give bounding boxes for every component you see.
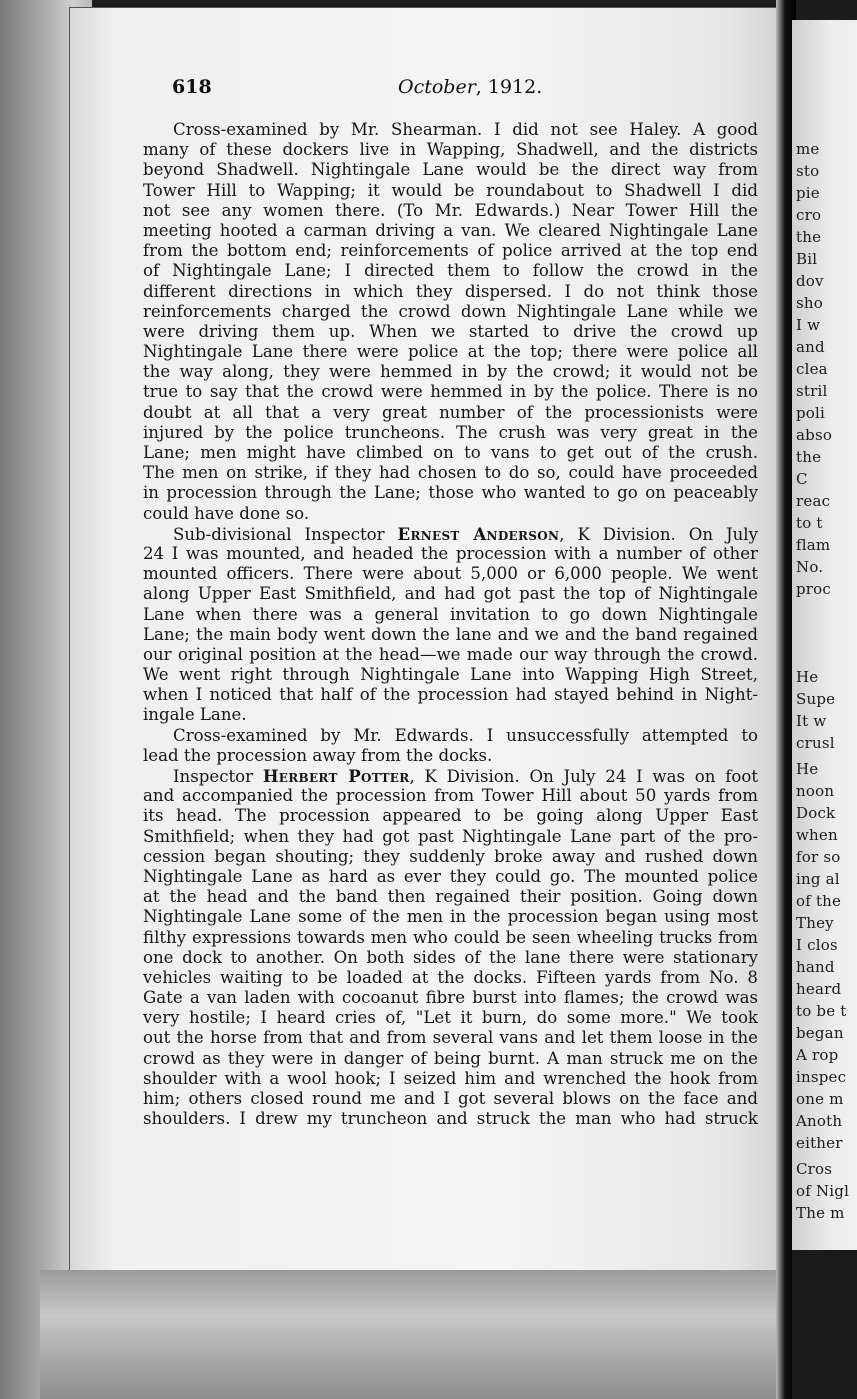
text-line <box>143 1109 758 1129</box>
facing-page-line: sho <box>796 294 823 312</box>
facing-page-line: either <box>796 1134 843 1152</box>
text-line <box>143 181 758 201</box>
text-segment: Lane; men might have climbed on to vans to get out of the crush. <box>143 443 758 462</box>
text-segment: Lane when there was a general invitation to go down Nightingale <box>143 604 758 624</box>
facing-page-line: began <box>796 1024 844 1042</box>
text-segment: true to say that the crowd were hemmed in by the police. There is no <box>143 382 758 402</box>
text-segment: could have done so. <box>143 503 310 523</box>
text-line <box>143 261 758 281</box>
facing-page-line: when <box>796 826 838 844</box>
body-text <box>143 120 758 1129</box>
text-line <box>143 786 758 806</box>
text-segment: vehicles waiting to be loaded at the docks. Fifteen yards from No. 8 <box>143 967 758 987</box>
text-line <box>143 665 758 685</box>
text-line <box>143 1089 758 1109</box>
text-segment: Cross-examined by Mr. Shearman. I did not see Haley. A good <box>173 120 758 139</box>
facing-page-line: and <box>796 338 825 356</box>
facing-page-line: ing al <box>796 870 840 888</box>
text-segment: from the bottom end; reinforcements of police arrived at the top end <box>143 241 758 261</box>
facing-page-line: noon <box>796 782 835 800</box>
text-segment: reinforcements charged the crowd down Nightingale Lane while we <box>143 301 758 321</box>
text-line <box>143 605 758 625</box>
running-head-year: , 1912. <box>475 76 543 98</box>
text-segment: Lane; the main body went down the lane and we and the band regained <box>143 624 758 644</box>
text-segment: its head. The procession appeared to be going along Upper East <box>143 806 758 826</box>
facing-page-line: C <box>796 470 808 488</box>
facing-page-line: clea <box>796 360 828 378</box>
facing-page-line: stril <box>796 382 828 400</box>
text-segment: and accompanied the procession from Tower Hill about 50 yards from <box>143 786 758 806</box>
text-segment: cession began shouting; they suddenly broke away and rushed down <box>143 846 758 866</box>
text-line <box>143 806 758 826</box>
text-line <box>143 504 758 524</box>
text-line <box>143 1028 758 1048</box>
text-line <box>143 766 758 786</box>
text-segment: of Nightingale Lane; I directed them to follow the crowd in the <box>143 261 758 281</box>
text-segment: him; others closed round me and I got several blows on the face and <box>143 1089 758 1108</box>
text-line <box>143 483 758 503</box>
witness-name: Ernest Anderson <box>397 523 560 544</box>
facing-page-line: It w <box>796 712 827 730</box>
facing-page-line: reac <box>796 492 831 510</box>
text-segment: at the head and the band then regained their position. Going down <box>143 887 758 907</box>
facing-page-line: abso <box>796 426 833 444</box>
running-head <box>398 76 542 98</box>
text-segment: , K Division. On July <box>559 524 758 544</box>
text-line <box>143 120 758 140</box>
text-line <box>143 403 758 423</box>
facing-page-line: He <box>796 760 819 778</box>
text-line <box>143 140 758 160</box>
text-segment: when I noticed that half of the procession had stayed behind in Night- <box>143 685 758 705</box>
facing-page-line: to t <box>796 514 823 532</box>
text-line <box>143 221 758 241</box>
facing-page-line: to be t <box>796 1002 847 1020</box>
text-segment: crowd as they were in danger of being burnt. A man struck me on the <box>143 1048 758 1068</box>
text-segment: not see any women there. (To Mr. Edwards.) Near Tower Hill the <box>143 200 758 220</box>
facing-page-line: Anoth <box>796 1112 843 1130</box>
facing-page-line: flam <box>796 536 831 554</box>
text-segment: out the horse from that and from several vans and let them loose in the <box>143 1028 758 1048</box>
facing-page-line: He <box>796 668 819 686</box>
text-line <box>143 282 758 302</box>
text-line <box>143 241 758 261</box>
text-line <box>143 988 758 1008</box>
text-segment: Gate a van laden with cocoanut fibre burst into flames; the crowd was <box>143 988 758 1008</box>
text-line <box>143 524 758 544</box>
facing-page-line: I w <box>796 316 821 334</box>
text-segment: ingale Lane. <box>143 705 247 725</box>
text-segment: injured by the police truncheons. The crush was very great in the <box>143 422 758 442</box>
text-segment: Tower Hill to Wapping; it would be roundabout to Shadwell I did <box>143 180 758 200</box>
text-line <box>143 201 758 221</box>
facing-page-line: They <box>796 914 834 932</box>
text-segment: very hostile; I heard cries of, "Let it burn, do some more." We took <box>143 1008 758 1028</box>
text-segment: 24 I was mounted, and headed the procession with a number of other <box>143 543 758 563</box>
text-line <box>143 463 758 483</box>
text-line <box>143 544 758 564</box>
page-number: 618 <box>172 76 212 98</box>
facing-page-line: The m <box>796 1204 845 1222</box>
text-segment: Smithfield; when they had got past Nightingale Lane part of the pro- <box>143 826 758 846</box>
text-line <box>143 302 758 322</box>
text-line <box>143 160 758 180</box>
facing-page-line: Cros <box>796 1160 833 1178</box>
text-segment: We went right through Nightingale Lane into Wapping High Street, <box>143 665 758 685</box>
text-segment: shoulders. I drew my truncheon and struck the man who had struck <box>143 1109 758 1129</box>
text-line <box>143 322 758 342</box>
facing-page-line: sto <box>796 162 820 180</box>
text-segment: our original position at the head—we made our way through the crowd. <box>143 644 758 664</box>
text-line <box>143 342 758 362</box>
facing-page-line: pie <box>796 184 820 202</box>
text-line <box>143 382 758 402</box>
text-segment: Nightingale Lane there were police at the top; there were police all <box>143 342 758 362</box>
text-line <box>143 362 758 382</box>
text-line <box>143 867 758 887</box>
facing-page-line: the <box>796 228 822 246</box>
text-line <box>143 584 758 604</box>
facing-page-line: heard <box>796 980 842 998</box>
facing-page-line: cro <box>796 206 822 224</box>
facing-page-line: of Nigl <box>796 1182 850 1200</box>
text-line <box>143 887 758 907</box>
text-line <box>143 625 758 645</box>
text-line <box>143 1069 758 1089</box>
facing-page-line: the <box>796 448 822 466</box>
text-line <box>143 907 758 927</box>
text-line <box>143 423 758 443</box>
text-segment: in procession through the Lane; those who wanted to go on peaceably <box>143 483 758 503</box>
text-line <box>143 443 758 463</box>
text-segment: along Upper East Smithfield, and had got past the top of Nightingale <box>143 584 758 604</box>
text-segment: Cross-examined by Mr. Edwards. I unsuccessfully attempted to <box>173 725 758 745</box>
text-line <box>143 1008 758 1028</box>
text-line <box>143 968 758 988</box>
text-segment: different directions in which they dispersed. I do not think those <box>143 281 758 301</box>
text-line <box>143 645 758 665</box>
page-edge-bottom <box>40 1270 800 1399</box>
text-segment: meeting hooted a carman driving a van. We cleared Nightingale Lane <box>143 220 758 240</box>
facing-page-line: of the <box>796 892 842 910</box>
facing-page-line: Supe <box>796 690 836 708</box>
facing-page-line: A rop <box>796 1046 839 1064</box>
facing-page-line: inspec <box>796 1068 847 1086</box>
facing-page-shadow <box>792 1250 857 1399</box>
text-segment: , K Division. On July 24 I was on foot <box>409 767 758 786</box>
text-segment: Nightingale Lane as hard as ever they could go. The mounted police <box>143 866 758 886</box>
text-segment: many of these dockers live in Wapping, Shadwell, and the districts <box>143 140 758 160</box>
text-segment: the way along, they were hemmed in by the crowd; it would not be <box>143 362 758 382</box>
text-line <box>143 726 758 746</box>
facing-page-line: Bil <box>796 250 818 268</box>
facing-page-line: me <box>796 140 820 158</box>
text-line <box>143 948 758 968</box>
text-segment: were driving them up. When we started to drive the crowd up <box>143 321 758 341</box>
text-line <box>143 746 758 766</box>
facing-page-line: proc <box>796 580 832 598</box>
text-line <box>143 564 758 584</box>
facing-page-line: hand <box>796 958 835 976</box>
facing-page-line: crusl <box>796 734 835 752</box>
running-head-month: October <box>398 76 476 98</box>
witness-name: Herbert Potter <box>262 766 410 786</box>
facing-page-line: poli <box>796 404 826 422</box>
text-line <box>143 685 758 705</box>
text-segment: lead the procession away from the docks. <box>143 745 493 765</box>
facing-page-line: No. <box>796 558 824 576</box>
text-segment: doubt at all that a very great number of the processionists were <box>143 402 758 422</box>
text-line <box>143 847 758 867</box>
text-segment: mounted officers. There were about 5,000 or 6,000 people. We went <box>143 564 758 584</box>
text-segment: Nightingale Lane some of the men in the procession began using most <box>143 907 758 927</box>
text-segment: one dock to another. On both sides of the lane there were stationary <box>143 947 758 967</box>
facing-page-line: I clos <box>796 936 838 954</box>
text-line <box>143 1049 758 1069</box>
text-line <box>143 928 758 948</box>
facing-page-line: for so <box>796 848 841 866</box>
text-segment: filthy expressions towards men who could be seen wheeling trucks from <box>143 927 758 947</box>
text-line <box>143 827 758 847</box>
text-segment: Sub-divisional Inspector <box>173 524 398 544</box>
text-segment: Inspector <box>173 767 263 786</box>
facing-page-line: one m <box>796 1090 844 1108</box>
text-segment: shoulder with a wool hook; I seized him and wrenched the hook from <box>143 1068 758 1088</box>
text-segment: beyond Shadwell. Nightingale Lane would be the direct way from <box>143 160 758 180</box>
facing-page-line: Dock <box>796 804 836 822</box>
text-segment: The men on strike, if they had chosen to do so, could have proceeded <box>143 463 758 483</box>
facing-page-line: dov <box>796 272 824 290</box>
text-line <box>143 705 758 725</box>
facing-page <box>792 20 857 1250</box>
